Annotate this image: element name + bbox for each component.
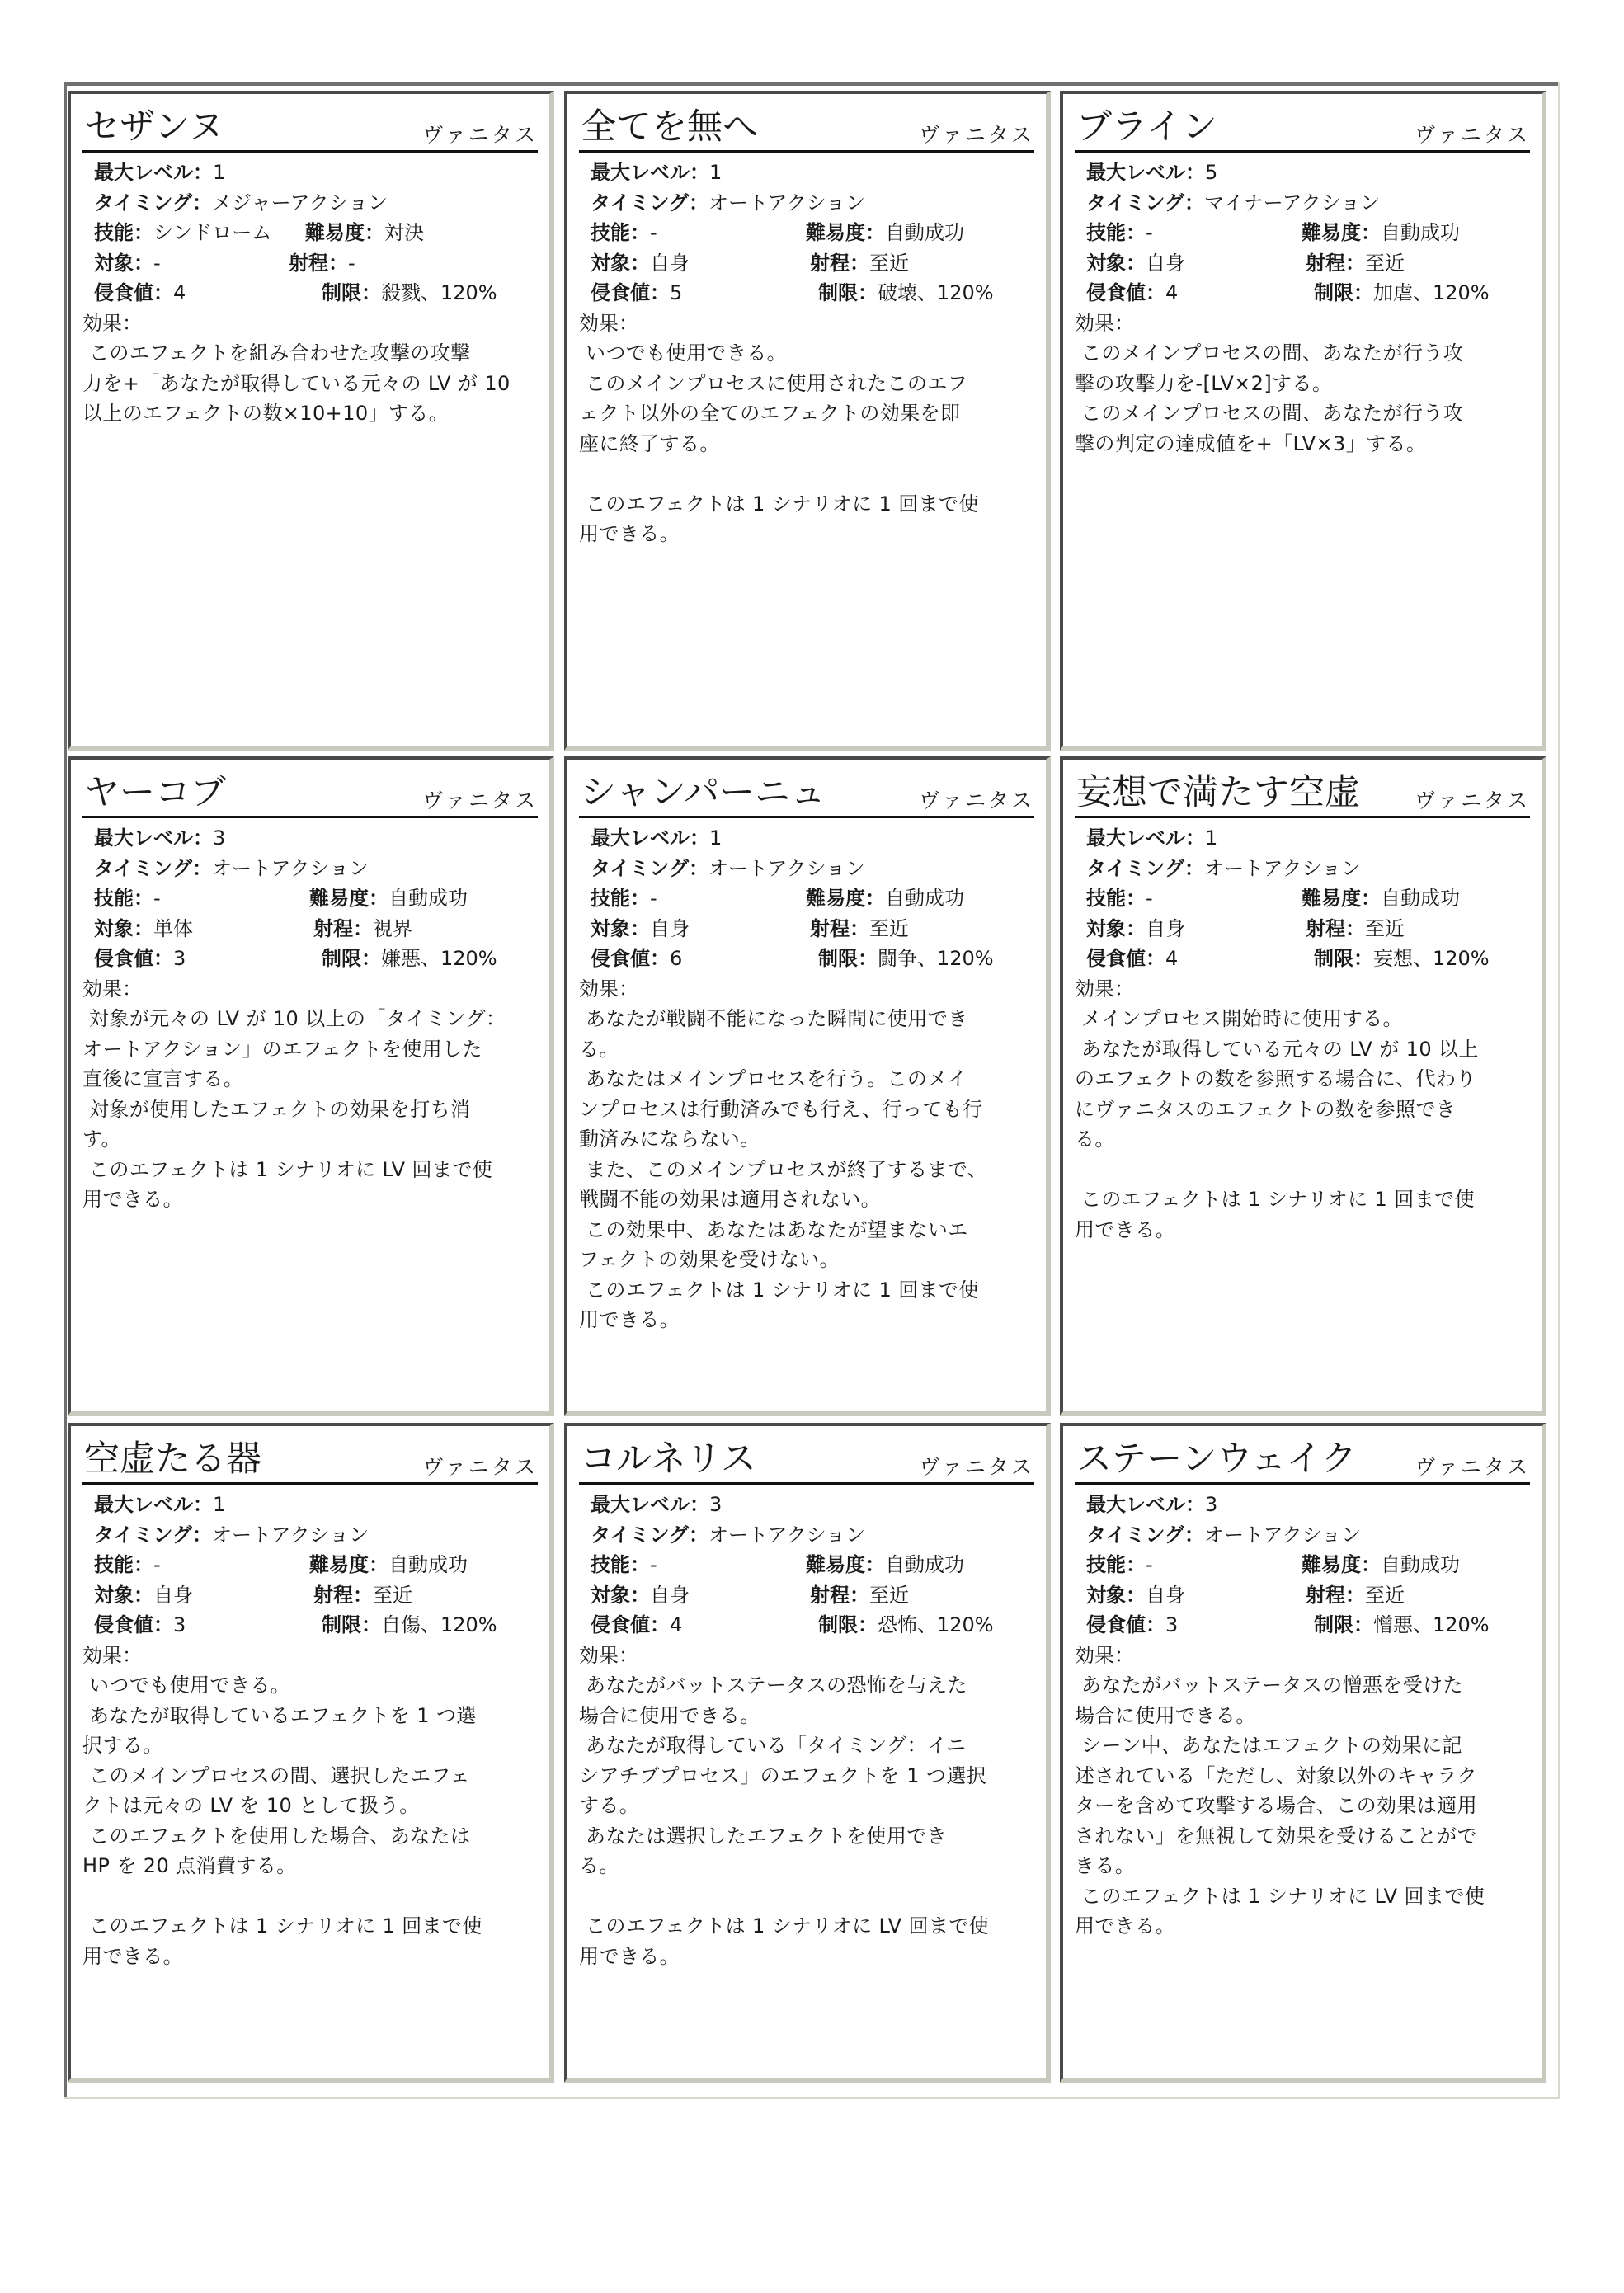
limit-label: 制限： bbox=[818, 947, 878, 970]
stat-row-timing bbox=[82, 1520, 538, 1551]
difficulty-label: 難易度： bbox=[305, 221, 384, 244]
card-content bbox=[579, 765, 1034, 1405]
card-name: 妄想で満たす空虚 bbox=[1076, 772, 1360, 813]
difficulty-value: 自動成功 bbox=[1381, 887, 1460, 910]
target-label: 対象： bbox=[94, 916, 153, 940]
effect-card-8 bbox=[564, 1423, 1051, 2083]
limit-value: 殺戮、120% bbox=[381, 281, 497, 304]
effect-card-5 bbox=[564, 756, 1051, 1416]
difficulty-label: 難易度： bbox=[1302, 221, 1381, 244]
effect-text: あなたが戦闘不能になった瞬間に使用でき る。 あなたはメインプロセスを行う。このメイ ンプロセスは行動済みでも行え、行っても行 動済みにならない。 また、このメインプロセスが終了するまで、 戦闘不能の効果は適用されない。 この効果中、あなたはあなたが望まないエ フェクトの効果を受けない。 このエフェクトは 1 シナリオに 1 回まで使 用できる。 bbox=[579, 1007, 988, 1331]
timing-value: オートアクション bbox=[708, 191, 866, 214]
difficulty-value: 自動成功 bbox=[885, 221, 964, 244]
card-stats bbox=[579, 823, 1034, 974]
target-label: 対象： bbox=[591, 1583, 650, 1607]
skill-value: シンドローム bbox=[153, 221, 272, 244]
limit-value: 嫌悪、120% bbox=[381, 947, 497, 970]
stat-row-encroach bbox=[579, 1610, 1034, 1641]
stat-row-skill bbox=[1075, 883, 1530, 914]
card-stats bbox=[1075, 158, 1530, 308]
stat-row-target bbox=[579, 1580, 1034, 1611]
stat-row-max-level bbox=[579, 158, 1034, 188]
encroach-label: 侵食値： bbox=[94, 1613, 173, 1636]
max-level-value: 1 bbox=[213, 161, 226, 184]
stat-row-max-level bbox=[1075, 158, 1530, 188]
card-content bbox=[1075, 765, 1530, 1405]
card-content bbox=[82, 1431, 538, 2071]
stat-row-target bbox=[1075, 914, 1530, 944]
encroach-value: 4 bbox=[173, 281, 186, 304]
timing-label: タイミング： bbox=[94, 856, 213, 880]
skill-value: - bbox=[650, 887, 657, 910]
max-level-label: 最大レベル： bbox=[591, 826, 709, 850]
encroach-value: 4 bbox=[1165, 281, 1179, 304]
range-value: 至近 bbox=[1365, 1583, 1405, 1607]
limit-label: 制限： bbox=[818, 281, 878, 304]
timing-label: タイミング： bbox=[94, 191, 213, 214]
encroach-value: 3 bbox=[173, 1613, 186, 1636]
card-header bbox=[82, 765, 538, 818]
range-value: 視界 bbox=[373, 916, 412, 940]
card-content bbox=[1075, 1431, 1530, 2071]
effect-label: 効果： bbox=[579, 977, 638, 1001]
effect-label: 効果： bbox=[1075, 311, 1134, 335]
difficulty-value: 対決 bbox=[384, 221, 424, 244]
card-name: コルネリス bbox=[581, 1438, 756, 1480]
timing-value: オートアクション bbox=[708, 1523, 866, 1547]
card-stats bbox=[1075, 1490, 1530, 1641]
max-level-label: 最大レベル： bbox=[94, 826, 213, 850]
effect-text: このエフェクトを組み合わせた攻撃の攻撃 力を+「あなたが取得している元々の LV が 10 以上のエフェクトの数×10+10」する。 bbox=[82, 341, 511, 425]
stat-row-skill bbox=[82, 218, 538, 248]
stat-row-encroach bbox=[579, 278, 1034, 308]
card-header bbox=[579, 765, 1034, 818]
range-label: 射程： bbox=[810, 916, 869, 940]
max-level-label: 最大レベル： bbox=[1086, 161, 1205, 184]
card-category: ヴァニタス bbox=[422, 123, 538, 147]
target-value: 自身 bbox=[1146, 251, 1185, 275]
target-value: 自身 bbox=[153, 1583, 193, 1607]
stat-row-timing bbox=[579, 188, 1034, 219]
effect-label: 効果： bbox=[579, 311, 638, 335]
skill-label: 技能： bbox=[1086, 887, 1146, 910]
encroach-label: 侵食値： bbox=[591, 947, 670, 970]
stat-row-target bbox=[82, 914, 538, 944]
timing-value: オートアクション bbox=[212, 1523, 370, 1547]
range-value: 至近 bbox=[869, 251, 909, 275]
timing-label: タイミング： bbox=[591, 191, 709, 214]
card-content bbox=[82, 765, 538, 1405]
timing-label: タイミング： bbox=[94, 1523, 213, 1547]
skill-label: 技能： bbox=[1086, 221, 1146, 244]
difficulty-value: 自動成功 bbox=[388, 887, 468, 910]
stat-row-encroach bbox=[579, 944, 1034, 974]
encroach-value: 5 bbox=[670, 281, 683, 304]
timing-label: タイミング： bbox=[591, 1523, 709, 1547]
effect-card-9 bbox=[1060, 1423, 1546, 2083]
effect-label: 効果： bbox=[82, 311, 142, 335]
target-value: 単体 bbox=[153, 916, 193, 940]
range-value: - bbox=[348, 251, 355, 275]
stat-row-max-level bbox=[579, 823, 1034, 854]
effect-card-4 bbox=[68, 756, 554, 1416]
stat-row-timing bbox=[579, 854, 1034, 884]
max-level-value: 1 bbox=[709, 161, 723, 184]
card-category: ヴァニタス bbox=[422, 1455, 538, 1479]
range-label: 射程： bbox=[313, 1583, 373, 1607]
target-value: 自身 bbox=[1146, 1583, 1185, 1607]
max-level-value: 1 bbox=[1205, 826, 1218, 850]
card-category: ヴァニタス bbox=[1415, 123, 1530, 147]
max-level-label: 最大レベル： bbox=[591, 1493, 709, 1516]
target-value: 自身 bbox=[650, 1583, 690, 1607]
skill-value: - bbox=[650, 221, 657, 244]
difficulty-label: 難易度： bbox=[806, 1553, 885, 1576]
stat-row-timing bbox=[82, 854, 538, 884]
limit-label: 制限： bbox=[322, 947, 381, 970]
stat-row-max-level bbox=[1075, 1490, 1530, 1520]
effect-label: 効果： bbox=[1075, 1643, 1134, 1667]
range-label: 射程： bbox=[1306, 251, 1365, 275]
difficulty-label: 難易度： bbox=[309, 1553, 388, 1576]
skill-label: 技能： bbox=[591, 1553, 650, 1576]
stat-row-target bbox=[82, 248, 538, 279]
max-level-label: 最大レベル： bbox=[591, 161, 709, 184]
range-value: 至近 bbox=[1365, 916, 1405, 940]
effect-card-6 bbox=[1060, 756, 1546, 1416]
limit-label: 制限： bbox=[1314, 281, 1373, 304]
stat-row-timing bbox=[1075, 188, 1530, 219]
encroach-label: 侵食値： bbox=[1086, 281, 1165, 304]
card-content bbox=[579, 1431, 1034, 2071]
stat-row-skill bbox=[1075, 218, 1530, 248]
stat-row-max-level bbox=[1075, 823, 1530, 854]
encroach-value: 3 bbox=[173, 947, 186, 970]
effect-text: あなたがバットステータスの憎悪を受けた 場合に使用できる。 シーン中、あなたはエフェクトの効果に記 述されている「ただし、対象以外のキャラク ターを含めて攻撃する場合、この効果は適用 されない」を無視して効果を受けることがで きる。 このエフェクトは 1 シナリオに LV 回まで使 用できる。 bbox=[1075, 1674, 1485, 1938]
card-header bbox=[82, 99, 538, 153]
max-level-label: 最大レベル： bbox=[1086, 1493, 1205, 1516]
skill-label: 技能： bbox=[1086, 1553, 1146, 1576]
encroach-value: 4 bbox=[670, 1613, 683, 1636]
encroach-label: 侵食値： bbox=[591, 1613, 670, 1636]
encroach-label: 侵食値： bbox=[1086, 1613, 1165, 1636]
card-category: ヴァニタス bbox=[1415, 789, 1530, 812]
card-stats bbox=[579, 158, 1034, 308]
effect-card-2 bbox=[564, 91, 1051, 751]
target-value: - bbox=[153, 251, 161, 275]
difficulty-value: 自動成功 bbox=[1381, 221, 1460, 244]
timing-value: オートアクション bbox=[1204, 856, 1362, 880]
max-level-value: 1 bbox=[709, 826, 723, 850]
stat-row-encroach bbox=[82, 1610, 538, 1641]
range-value: 至近 bbox=[1365, 251, 1405, 275]
max-level-value: 1 bbox=[213, 1493, 226, 1516]
card-header bbox=[1075, 99, 1530, 153]
card-name: ヤーコブ bbox=[84, 772, 226, 813]
encroach-label: 侵食値： bbox=[591, 281, 670, 304]
encroach-label: 侵食値： bbox=[94, 947, 173, 970]
skill-label: 技能： bbox=[94, 887, 153, 910]
stat-row-max-level bbox=[82, 1490, 538, 1520]
difficulty-value: 自動成功 bbox=[1381, 1553, 1460, 1576]
skill-label: 技能： bbox=[94, 221, 153, 244]
limit-label: 制限： bbox=[322, 281, 381, 304]
card-name: ブライン bbox=[1076, 106, 1217, 148]
max-level-label: 最大レベル： bbox=[1086, 826, 1205, 850]
effect-text: いつでも使用できる。 あなたが取得しているエフェクトを 1 つ選 択する。 このメインプロセスの間、選択したエフェ クトは元々の LV を 10 として扱う。 このエフェクトを使用した場合、あなたは HP を 20 点消費する。 このエフェクトは 1 シナリオに 1 回まで使 用できる。 bbox=[82, 1674, 482, 1968]
skill-label: 技能： bbox=[591, 221, 650, 244]
max-level-label: 最大レベル： bbox=[94, 161, 213, 184]
range-label: 射程： bbox=[810, 251, 869, 275]
effect-label: 効果： bbox=[1075, 977, 1134, 1001]
stat-row-target bbox=[579, 914, 1034, 944]
timing-value: メジャーアクション bbox=[212, 191, 388, 214]
limit-label: 制限： bbox=[1314, 947, 1373, 970]
card-stats bbox=[579, 1490, 1034, 1641]
range-label: 射程： bbox=[289, 251, 348, 275]
target-label: 対象： bbox=[94, 1583, 153, 1607]
difficulty-value: 自動成功 bbox=[885, 1553, 964, 1576]
target-value: 自身 bbox=[650, 251, 690, 275]
skill-value: - bbox=[1146, 1553, 1153, 1576]
target-value: 自身 bbox=[650, 916, 690, 940]
target-label: 対象： bbox=[1086, 916, 1146, 940]
card-stats bbox=[82, 158, 538, 308]
encroach-label: 侵食値： bbox=[1086, 947, 1165, 970]
difficulty-value: 自動成功 bbox=[388, 1553, 468, 1576]
limit-value: 闘争、120% bbox=[878, 947, 994, 970]
stat-row-skill bbox=[579, 1550, 1034, 1580]
timing-label: タイミング： bbox=[1086, 1523, 1205, 1547]
skill-label: 技能： bbox=[94, 1553, 153, 1576]
card-header bbox=[1075, 765, 1530, 818]
difficulty-label: 難易度： bbox=[1302, 1553, 1381, 1576]
timing-value: マイナーアクション bbox=[1204, 191, 1381, 214]
skill-value: - bbox=[650, 1553, 657, 1576]
target-label: 対象： bbox=[94, 251, 153, 275]
timing-value: オートアクション bbox=[212, 856, 370, 880]
limit-value: 憎悪、120% bbox=[1373, 1613, 1490, 1636]
limit-value: 破壊、120% bbox=[878, 281, 994, 304]
target-label: 対象： bbox=[591, 251, 650, 275]
card-name: セザンヌ bbox=[84, 106, 224, 148]
limit-value: 加虐、120% bbox=[1373, 281, 1490, 304]
timing-label: タイミング： bbox=[591, 856, 709, 880]
stat-row-max-level bbox=[82, 823, 538, 854]
card-header bbox=[82, 1431, 538, 1485]
timing-value: オートアクション bbox=[1204, 1523, 1362, 1547]
target-label: 対象： bbox=[1086, 251, 1146, 275]
effect-label: 効果： bbox=[579, 1643, 638, 1667]
max-level-value: 3 bbox=[1205, 1493, 1218, 1516]
target-value: 自身 bbox=[1146, 916, 1185, 940]
stat-row-skill bbox=[1075, 1550, 1530, 1580]
stat-row-timing bbox=[1075, 854, 1530, 884]
card-name: シャンパーニュ bbox=[581, 772, 826, 813]
range-value: 至近 bbox=[869, 1583, 909, 1607]
stat-row-skill bbox=[82, 1550, 538, 1580]
skill-value: - bbox=[1146, 887, 1153, 910]
skill-value: - bbox=[153, 887, 161, 910]
stat-row-max-level bbox=[579, 1490, 1034, 1520]
stat-row-skill bbox=[579, 883, 1034, 914]
stat-row-timing bbox=[579, 1520, 1034, 1551]
limit-label: 制限： bbox=[1314, 1613, 1373, 1636]
stat-row-skill bbox=[579, 218, 1034, 248]
card-name: 全てを無へ bbox=[581, 106, 758, 148]
limit-label: 制限： bbox=[322, 1613, 381, 1636]
card-category: ヴァニタス bbox=[422, 789, 538, 812]
difficulty-label: 難易度： bbox=[806, 887, 885, 910]
limit-value: 自傷、120% bbox=[381, 1613, 497, 1636]
encroach-value: 4 bbox=[1165, 947, 1179, 970]
timing-value: オートアクション bbox=[708, 856, 866, 880]
skill-value: - bbox=[1146, 221, 1153, 244]
difficulty-value: 自動成功 bbox=[885, 887, 964, 910]
effect-text: メインプロセス開始時に使用する。 あなたが取得している元々の LV が 10 以上 のエフェクトの数を参照する場合に、代わり にヴァニタスのエフェクトの数を参照でき る。 このエフェクトは 1 シナリオに 1 回まで使 用できる。 bbox=[1075, 1007, 1479, 1241]
card-header bbox=[579, 1431, 1034, 1485]
range-label: 射程： bbox=[313, 916, 373, 940]
target-label: 対象： bbox=[591, 916, 650, 940]
timing-label: タイミング： bbox=[1086, 191, 1205, 214]
effect-text: 対象が元々の LV が 10 以上の「タイミング： オートアクション」のエフェクトを使用した 直後に宣言する。 対象が使用したエフェクトの効果を打ち消 す。 このエフェクトは 1 シナリオに LV 回まで使 用できる。 bbox=[82, 1007, 506, 1211]
encroach-value: 6 bbox=[670, 947, 683, 970]
range-value: 至近 bbox=[869, 916, 909, 940]
effect-card-7 bbox=[68, 1423, 554, 2083]
effect-text: いつでも使用できる。 このメインプロセスに使用されたこのエフ ェクト以外の全てのエフェクトの効果を即 座に終了する。 このエフェクトは 1 シナリオに 1 回まで使 用できる。 bbox=[579, 341, 979, 545]
stat-row-timing bbox=[1075, 1520, 1530, 1551]
difficulty-label: 難易度： bbox=[806, 221, 885, 244]
effect-text: このメインプロセスの間、あなたが行う攻 撃の攻撃力を-[LV×2]する。 このメインプロセスの間、あなたが行う攻 撃の判定の達成値を+「LV×3」する。 bbox=[1075, 341, 1464, 455]
max-level-value: 3 bbox=[213, 826, 226, 850]
card-header bbox=[1075, 1431, 1530, 1485]
effect-label: 効果： bbox=[82, 977, 142, 1001]
encroach-label: 侵食値： bbox=[94, 281, 173, 304]
skill-value: - bbox=[153, 1553, 161, 1576]
limit-value: 恐怖、120% bbox=[878, 1613, 994, 1636]
effect-text: あなたがバットステータスの恐怖を与えた 場合に使用できる。 あなたが取得している「タイミング：イニ シアチブプロセス」のエフェクトを 1 つ選択 する。 あなたは選択したエフェクトを使用でき る。 このエフェクトは 1 シナリオに LV 回まで使 用できる。 bbox=[579, 1674, 990, 1968]
stat-row-max-level bbox=[82, 158, 538, 188]
card-content bbox=[82, 99, 538, 739]
effect-card-3 bbox=[1060, 91, 1546, 751]
card-header bbox=[579, 99, 1034, 153]
card-category: ヴァニタス bbox=[919, 123, 1034, 147]
stat-row-encroach bbox=[1075, 1610, 1530, 1641]
stat-row-encroach bbox=[82, 278, 538, 308]
card-stats bbox=[82, 1490, 538, 1641]
stat-row-target bbox=[1075, 248, 1530, 279]
max-level-label: 最大レベル： bbox=[94, 1493, 213, 1516]
stat-row-timing bbox=[82, 188, 538, 219]
card-name: 空虚たる器 bbox=[84, 1438, 261, 1480]
skill-label: 技能： bbox=[591, 887, 650, 910]
card-stats bbox=[82, 823, 538, 974]
effect-label: 効果： bbox=[82, 1643, 142, 1667]
stat-row-target bbox=[579, 248, 1034, 279]
card-name: ステーンウェイク bbox=[1076, 1438, 1357, 1480]
encroach-value: 3 bbox=[1165, 1613, 1179, 1636]
range-label: 射程： bbox=[1306, 1583, 1365, 1607]
max-level-value: 5 bbox=[1205, 161, 1218, 184]
card-category: ヴァニタス bbox=[1415, 1455, 1530, 1479]
stat-row-skill bbox=[82, 883, 538, 914]
card-content bbox=[1075, 99, 1530, 739]
difficulty-label: 難易度： bbox=[1302, 887, 1381, 910]
timing-label: タイミング： bbox=[1086, 856, 1205, 880]
card-category: ヴァニタス bbox=[919, 789, 1034, 812]
stat-row-target bbox=[82, 1580, 538, 1611]
range-value: 至近 bbox=[373, 1583, 412, 1607]
max-level-value: 3 bbox=[709, 1493, 723, 1516]
difficulty-label: 難易度： bbox=[309, 887, 388, 910]
stat-row-encroach bbox=[1075, 944, 1530, 974]
card-stats bbox=[1075, 823, 1530, 974]
effect-card-1 bbox=[68, 91, 554, 751]
limit-label: 制限： bbox=[818, 1613, 878, 1636]
range-label: 射程： bbox=[810, 1583, 869, 1607]
limit-value: 妄想、120% bbox=[1373, 947, 1490, 970]
target-label: 対象： bbox=[1086, 1583, 1146, 1607]
stat-row-encroach bbox=[1075, 278, 1530, 308]
card-category: ヴァニタス bbox=[919, 1455, 1034, 1479]
range-label: 射程： bbox=[1306, 916, 1365, 940]
card-content bbox=[579, 99, 1034, 739]
stat-row-encroach bbox=[82, 944, 538, 974]
stat-row-target bbox=[1075, 1580, 1530, 1611]
